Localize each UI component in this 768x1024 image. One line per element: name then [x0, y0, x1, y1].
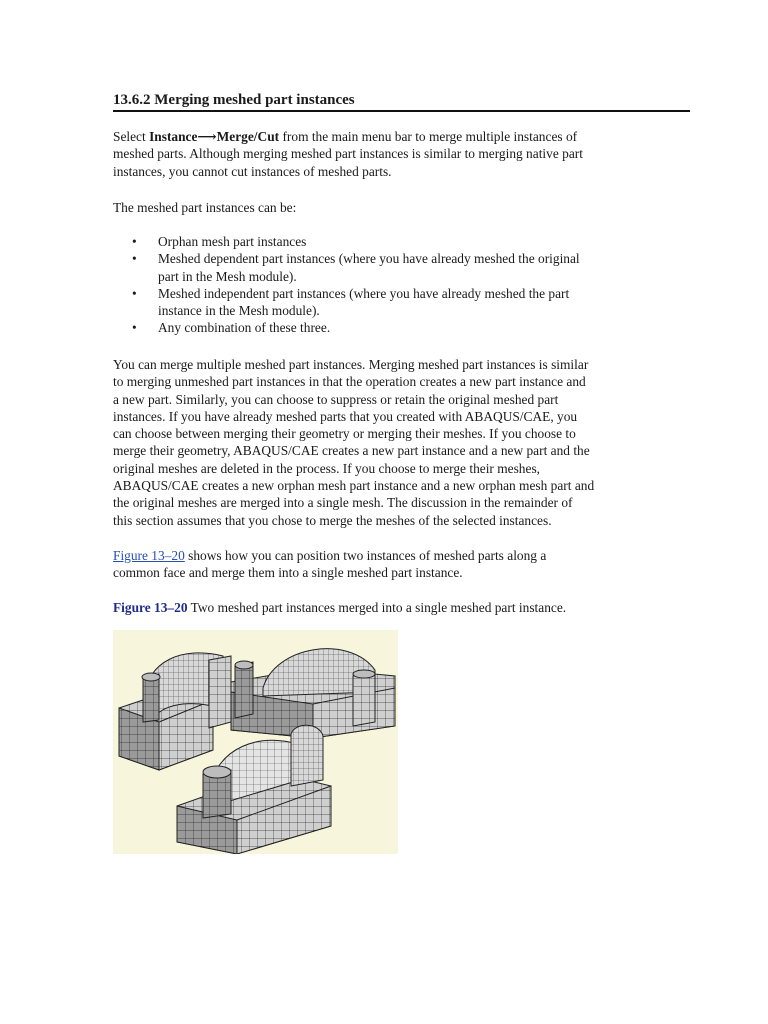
meshed-parts-illustration [113, 630, 398, 854]
body-line: merge their geometry, ABAQUS/CAE creates a new part instance and a new part and the [113, 443, 590, 459]
list-item-text: instance in the Mesh module). [158, 303, 320, 319]
figure-caption-text: Two meshed part instances merged into a single meshed part instance. [187, 600, 567, 615]
body-line: You can merge multiple meshed part instances. Merging meshed part instances is similar [113, 357, 589, 372]
intro-line2: meshed parts. Although merging meshed part instances is similar to merging native part [113, 146, 583, 162]
body-line: instances. If you have already meshed parts that you created with ABAQUS/CAE, you [113, 408, 578, 424]
section-heading: 13.6.2 Merging meshed part instances [113, 91, 690, 112]
figure-caption-label: Figure 13–20 [113, 600, 188, 615]
list-item-text: Any combination of these three. [158, 320, 331, 336]
figure-ref-line1-rest: shows how you can position two instances of meshed parts along a [184, 548, 547, 563]
list-item [113, 285, 673, 320]
instance-types-list [113, 233, 673, 337]
list-intro: The meshed part instances can be: [113, 200, 297, 215]
bullet-glyph: • [132, 234, 137, 249]
intro-line3: instances, you cannot cut instances of meshed parts. [113, 163, 392, 179]
intro-line1-rest: from the main menu bar to merge multiple instances of [279, 129, 578, 144]
list-item-text: Meshed independent part instances (where you have already meshed the part [158, 285, 570, 301]
body-line: can choose between merging their geometry or merging their meshes. If you choose to [113, 426, 576, 442]
right-mesh-part [231, 649, 395, 738]
bullet-glyph: • [132, 320, 137, 336]
list-item-text: Orphan mesh part instances [158, 234, 307, 249]
list-item-text: part in the Mesh module). [158, 268, 297, 284]
body-line: to merging unmeshed part instances in that the operation creates a new part instance and [113, 374, 586, 390]
meshed-parts-figure [113, 630, 398, 854]
menu-path: Instance⟶Merge/Cut [149, 129, 280, 144]
list-item-text: Meshed dependent part instances (where you have already meshed the original [158, 251, 580, 267]
figure-reference-paragraph [113, 547, 673, 582]
figure-caption [113, 599, 673, 616]
intro-paragraph [113, 128, 673, 180]
bullet-glyph: • [132, 251, 137, 267]
figure-link[interactable]: Figure 13–20 [113, 548, 185, 563]
left-mesh-part [119, 653, 231, 770]
body-line: a new part. Similarly, you can choose to suppress or retain the original meshed part [113, 391, 559, 407]
list-item [113, 319, 673, 336]
bullet-glyph: • [132, 285, 137, 301]
intro-select-word: Select [113, 129, 150, 144]
body-line: the original meshes are merged into a single mesh. The discussion in the remainder of [113, 495, 573, 511]
list-item [113, 233, 673, 250]
figure-ref-line2: common face and merge them into a single meshed part instance. [113, 565, 463, 581]
body-line: original meshes are deleted in the process. If you choose to merge their meshes, [113, 460, 541, 476]
body-line: ABAQUS/CAE creates a new orphan mesh part instance and a new orphan mesh part and [113, 478, 595, 494]
body-paragraph [113, 356, 673, 529]
body-line: this section assumes that you chose to merge the meshes of the selected instances. [113, 512, 552, 528]
list-item [113, 250, 673, 285]
